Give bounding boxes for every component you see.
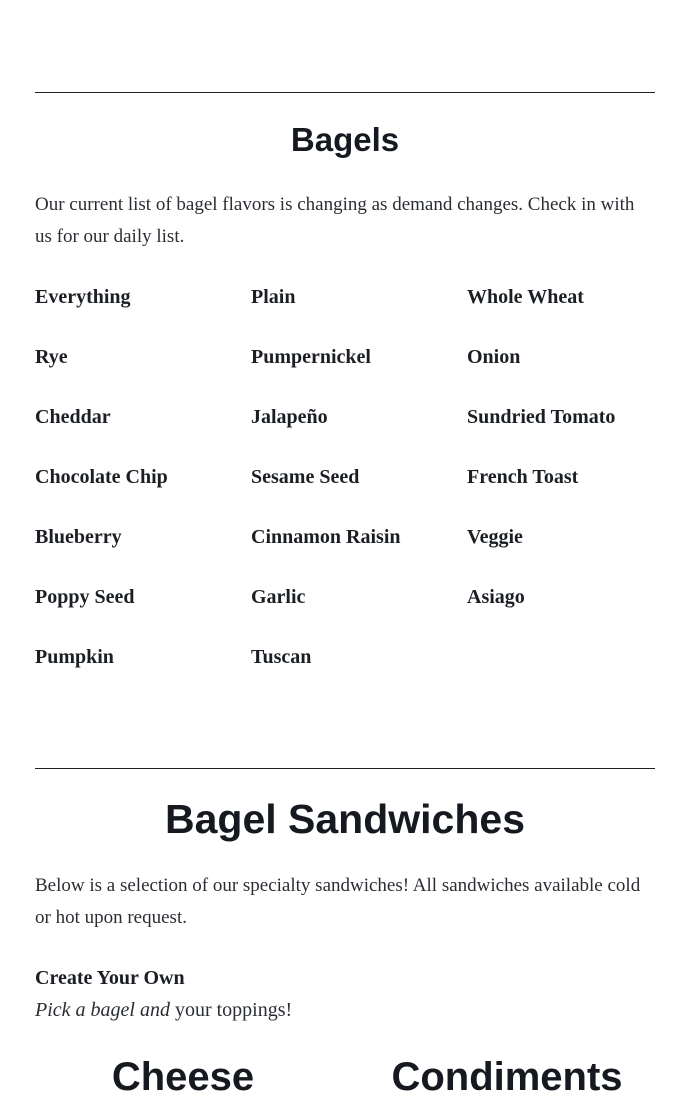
flavor-item: Tuscan xyxy=(251,646,312,668)
flavor-item: Sesame Seed xyxy=(251,466,360,488)
divider-top xyxy=(35,92,655,93)
flavor-item: Rye xyxy=(35,346,68,368)
flavor-item: Pumpernickel xyxy=(251,346,371,368)
bagels-intro: Our current list of bagel flavors is changing as demand changes. Check in with us for our daily list. xyxy=(35,194,635,247)
flavor-item: Poppy Seed xyxy=(35,586,135,608)
sandwiches-heading: Bagel Sandwiches xyxy=(164,796,525,842)
flavor-item: Whole Wheat xyxy=(467,286,584,308)
flavor-item: Chocolate Chip xyxy=(35,466,168,488)
flavor-item: French Toast xyxy=(467,466,579,488)
flavor-item: Veggie xyxy=(467,526,523,548)
create-your-own-desc-italic: Pick a bagel and xyxy=(35,999,170,1021)
flavor-item: Onion xyxy=(467,346,521,368)
create-your-own-description xyxy=(35,994,292,1026)
condiments-heading: Condiments xyxy=(391,1055,623,1099)
flavor-item: Asiago xyxy=(467,586,525,608)
create-your-own-title: Create Your Own xyxy=(35,967,185,989)
flavor-item: Sundried Tomato xyxy=(467,406,616,428)
flavor-item: Cheddar xyxy=(35,406,111,428)
flavor-item: Cinnamon Raisin xyxy=(251,526,401,548)
flavor-item: Plain xyxy=(251,286,296,308)
divider-sandwiches xyxy=(35,768,655,769)
sandwiches-intro: Below is a selection of our specialty sandwiches! All sandwiches available cold or hot upon request. xyxy=(35,875,641,928)
cheese-heading: Cheese xyxy=(111,1055,255,1099)
create-your-own-desc-rest: your toppings! xyxy=(169,999,293,1021)
bagels-heading: Bagels xyxy=(290,121,400,158)
flavor-item: Pumpkin xyxy=(35,646,114,668)
bagel-flavor-list xyxy=(35,281,675,701)
flavor-item: Everything xyxy=(35,286,131,308)
flavor-item: Garlic xyxy=(251,586,306,608)
flavor-item: Blueberry xyxy=(35,526,122,548)
flavor-item: Jalapeño xyxy=(251,406,328,428)
